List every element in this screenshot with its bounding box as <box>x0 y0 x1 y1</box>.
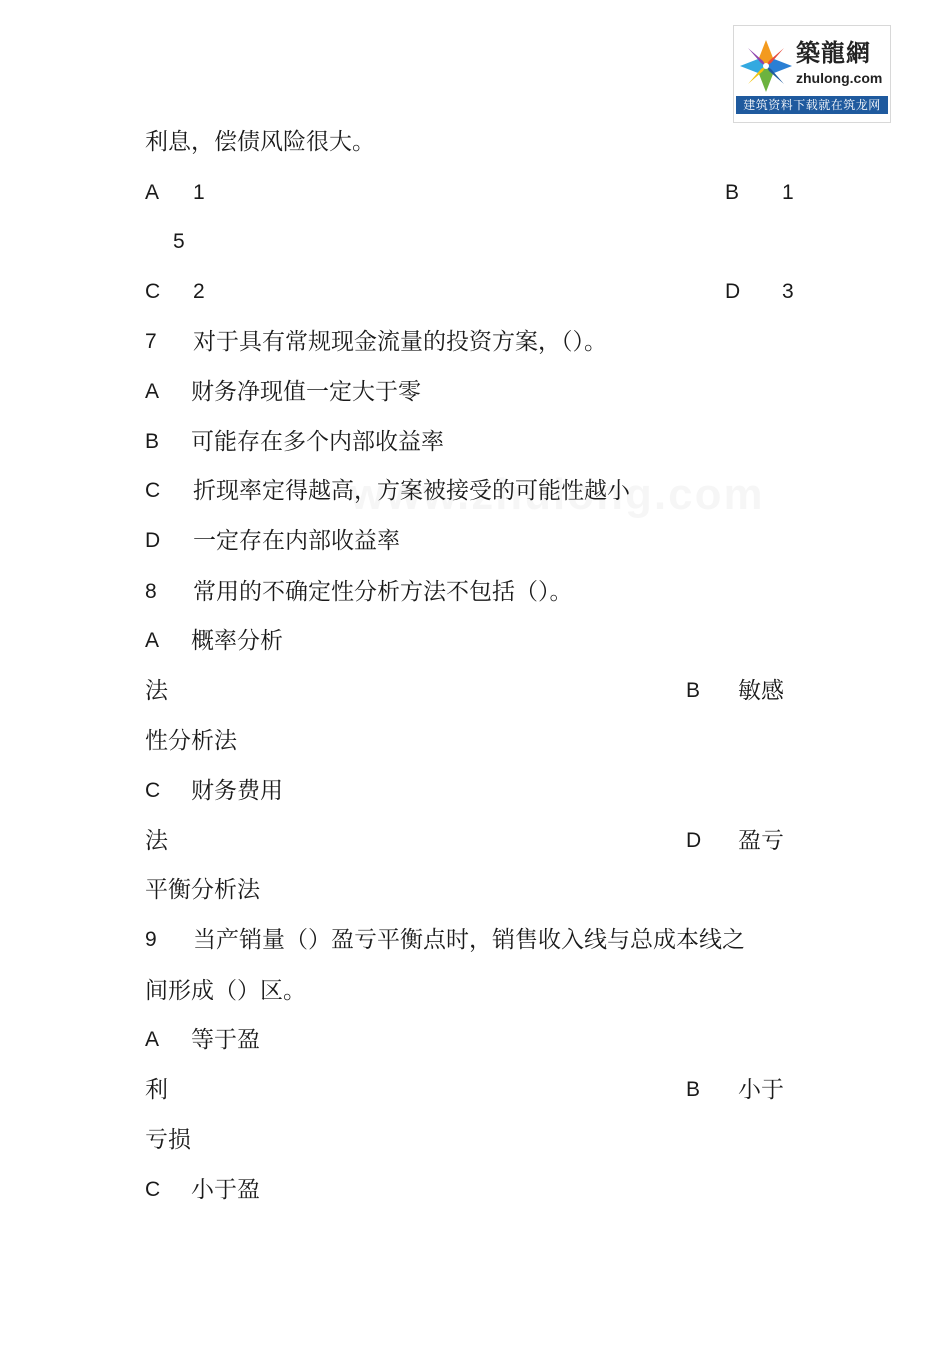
option-text: 财务费用 <box>191 778 283 804</box>
option-label: A <box>145 181 160 204</box>
option-text: 一定存在内部收益率 <box>193 528 400 554</box>
option-text: 2 <box>193 280 205 303</box>
option-text: 可能存在多个内部收益率 <box>191 429 444 455</box>
option-label: B <box>725 181 740 204</box>
option-text: 敏感 <box>738 678 784 704</box>
option-label: B <box>686 679 701 702</box>
option-text: 1 <box>193 181 205 204</box>
option-text: 折现率定得越高，方案被接受的可能性越小 <box>193 478 630 504</box>
option-text: 1 <box>782 181 794 204</box>
option-text: 平衡分析法 <box>145 877 260 903</box>
option-label: D <box>145 529 161 552</box>
option-text: 5 <box>173 230 185 253</box>
option-label: C <box>145 479 161 502</box>
question-text: 常用的不确定性分析方法不包括（）。 <box>193 579 573 605</box>
text-line: 利息，偿债风险很大。 <box>145 129 375 155</box>
option-text: 小于盈 <box>191 1177 260 1203</box>
option-label: A <box>145 380 160 403</box>
logo-slogan: 建筑资料下载就在筑龙网 <box>736 96 888 114</box>
logo-chinese-name: 築龍網 <box>796 38 871 67</box>
question-number: 9 <box>145 928 157 951</box>
option-label: C <box>145 280 161 303</box>
zhulong-logo <box>733 25 891 123</box>
option-label: A <box>145 629 160 652</box>
option-text: 3 <box>782 280 794 303</box>
question-number: 8 <box>145 580 157 603</box>
option-label: A <box>145 1028 160 1051</box>
option-text: 性分析法 <box>145 728 237 754</box>
question-text: 对于具有常规现金流量的投资方案，（）。 <box>193 329 607 355</box>
option-text: 法 <box>145 828 168 854</box>
zhulong-flower-icon <box>738 38 794 94</box>
option-text: 盈亏 <box>738 828 784 854</box>
option-label: C <box>145 779 161 802</box>
option-label: C <box>145 1178 161 1201</box>
logo-domain: zhulong.com <box>796 70 883 86</box>
option-label: D <box>686 829 702 852</box>
option-text: 亏损 <box>145 1127 191 1153</box>
option-text: 利 <box>145 1077 168 1103</box>
option-text: 法 <box>145 678 168 704</box>
question-text: 当产销量（）盈亏平衡点时，销售收入线与总成本线之 <box>193 927 745 953</box>
option-label: B <box>145 430 160 453</box>
option-label: B <box>686 1078 701 1101</box>
option-text: 小于 <box>738 1077 784 1103</box>
option-text: 概率分析 <box>191 628 283 654</box>
option-text: 等于盈 <box>191 1027 260 1053</box>
question-number: 7 <box>145 330 157 353</box>
question-text: 间形成（）区。 <box>145 978 306 1004</box>
option-label: D <box>725 280 741 303</box>
option-text: 财务净现值一定大于零 <box>191 379 421 405</box>
